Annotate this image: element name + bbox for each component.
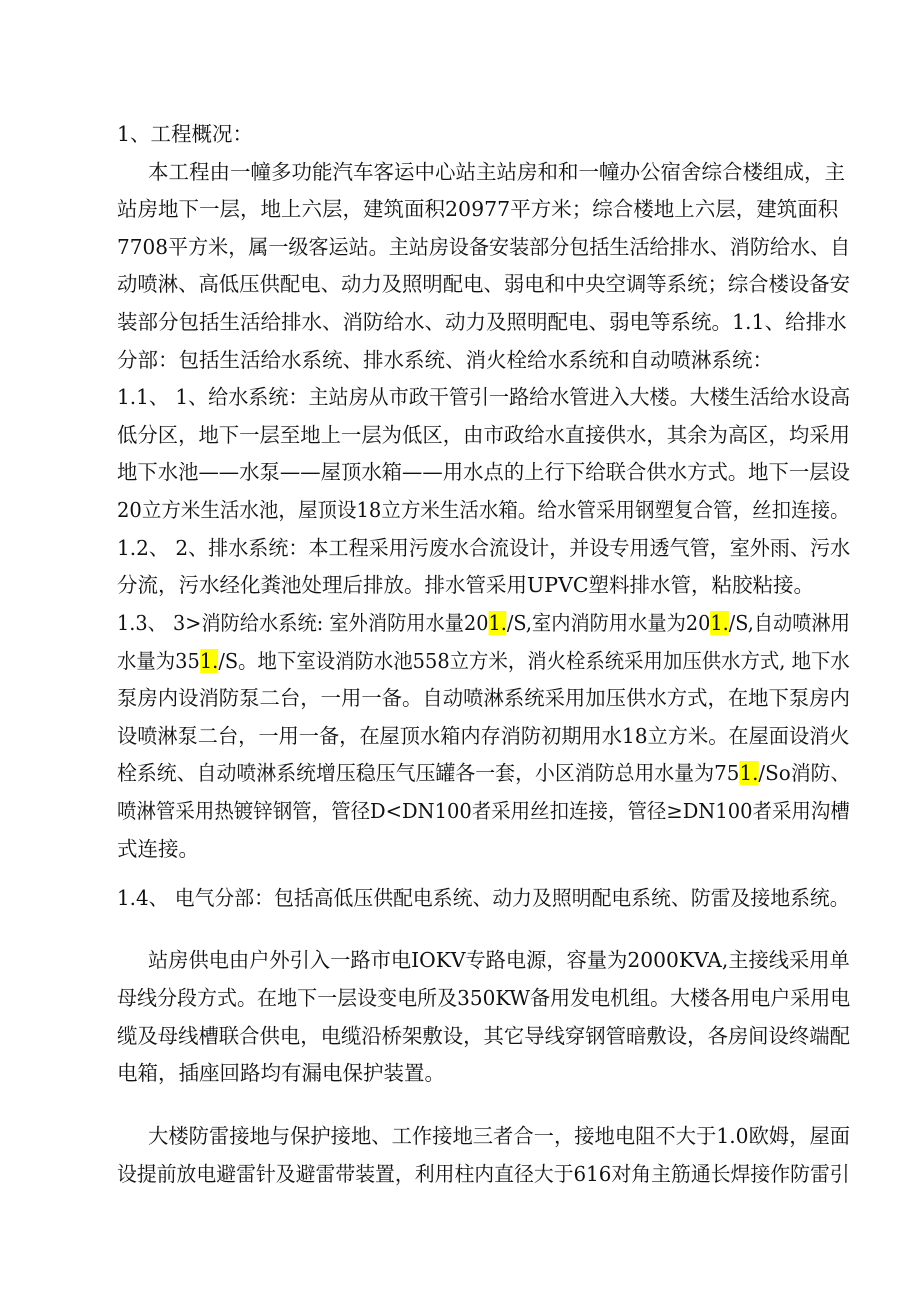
text-line: 分部：包括生活给水系统、排水系统、消火栓给水系统和自动喷淋系统： <box>117 348 773 372</box>
text-line: 设喷淋泵二台，一用一备，在屋顶水箱内存消防初期用水18立方米。在屋面设消火 <box>117 724 850 748</box>
text-line <box>117 755 850 793</box>
text-line: 地下水池——水泵——屋顶水箱——用水点的上行下给联合供水方式。地下一层设 <box>117 460 850 484</box>
text-line <box>117 605 850 643</box>
text-line: 1.4、 电气分部：包括高低压供配电系统、动力及照明配电系统、防雷及接地系统。 <box>117 886 850 910</box>
text-line: 本工程由一幢多功能汽车客运中心站主站房和和一幢办公宿舍综合楼组成，主 <box>148 160 845 184</box>
highlight-mark: 1. <box>199 649 219 673</box>
text-line: 1.2、 2、排水系统：本工程采用污废水合流设计，并设专用透气管，室外雨、污水 <box>117 536 851 560</box>
highlight-mark: 1. <box>710 611 729 635</box>
highlight-mark: 1. <box>739 761 759 785</box>
text-line: 1.1、 1、给水系统：主站房从市政干管引一路给水管进入大楼。大楼生活给水设高 <box>117 385 851 409</box>
text-line: 式连接。 <box>117 837 199 861</box>
text-line: 缆及母线槽联合供电，电缆沿桥架敷设，其它导线穿钢管暗敷设，各房间设终端配 <box>117 1024 850 1048</box>
text-line: 设提前放电避雷针及避雷带装置，利用柱内直径大于616对角主筋通长焊接作防雷引 <box>117 1162 850 1186</box>
section-heading: 1、工程概况： <box>117 122 254 146</box>
highlight-mark: 1. <box>488 611 507 635</box>
text-segment: 1.3、 3>消防给水系统: 室外消防用水量20 <box>117 611 489 635</box>
text-segment: /S。地下室设消防水池558立方米，消火栓系统采用加压供水方式, 地下水 <box>218 649 850 673</box>
text-segment: 栓系统、自动喷淋系统增压稳压气压罐各一套，小区消防总用水量为75 <box>117 761 740 785</box>
text-line: 母线分段方式。在地下一层设变电所及350KW备用发电机组。大楼各用电户采用电 <box>117 986 851 1010</box>
text-segment: /S,室内消防用水量为20 <box>506 611 711 635</box>
text-segment: /S,自动喷淋用 <box>728 611 851 635</box>
text-line: 分流，污水经化粪池处理后排放。排水管采用UPVC塑料排水管，粘胶粘接。 <box>117 573 815 597</box>
text-line: 喷淋管采用热镀锌钢管，管径D<DN100者采用丝扣连接，管径≥DN100者采用沟槽 <box>117 799 850 823</box>
text-line: 7708平方米，属一级客运站。主站房设备安装部分包括生活给排水、消防给水、自 <box>117 235 851 259</box>
text-segment: 水量为35 <box>117 649 200 673</box>
text-line: 站房供电由户外引入一路市电IOKV专路电源，容量为2000KVA,主接线采用单 <box>148 948 850 972</box>
text-segment: /So消防、 <box>758 761 851 785</box>
text-line: 泵房内设消防泵二台，一用一备。自动喷淋系统采用加压供水方式，在地下泵房内 <box>117 686 850 710</box>
text-line: 大楼防雷接地与保护接地、工作接地三者合一，接地电阻不大于1.0欧姆，屋面 <box>148 1124 851 1148</box>
text-line: 站房地下一层，地上六层，建筑面积20977平方米；综合楼地上六层，建筑面积 <box>117 197 839 221</box>
text-line: 动喷淋、高低压供配电、动力及照明配电、弱电和中央空调等系统；综合楼设备安 <box>117 272 850 296</box>
text-line: 20立方米生活水池，屋顶设18立方米生活水箱。给水管采用钢塑复合管，丝扣连接。 <box>117 498 850 522</box>
text-line: 电箱，插座回路均有漏电保护装置。 <box>117 1061 445 1085</box>
text-line <box>117 643 850 681</box>
text-line: 装部分包括生活给排水、消防给水、动力及照明配电、弱电等系统。1.1、给排水 <box>117 310 847 334</box>
text-line: 低分区，地下一层至地上一层为低区，由市政给水直接供水，其余为高区，均采用 <box>117 423 850 447</box>
